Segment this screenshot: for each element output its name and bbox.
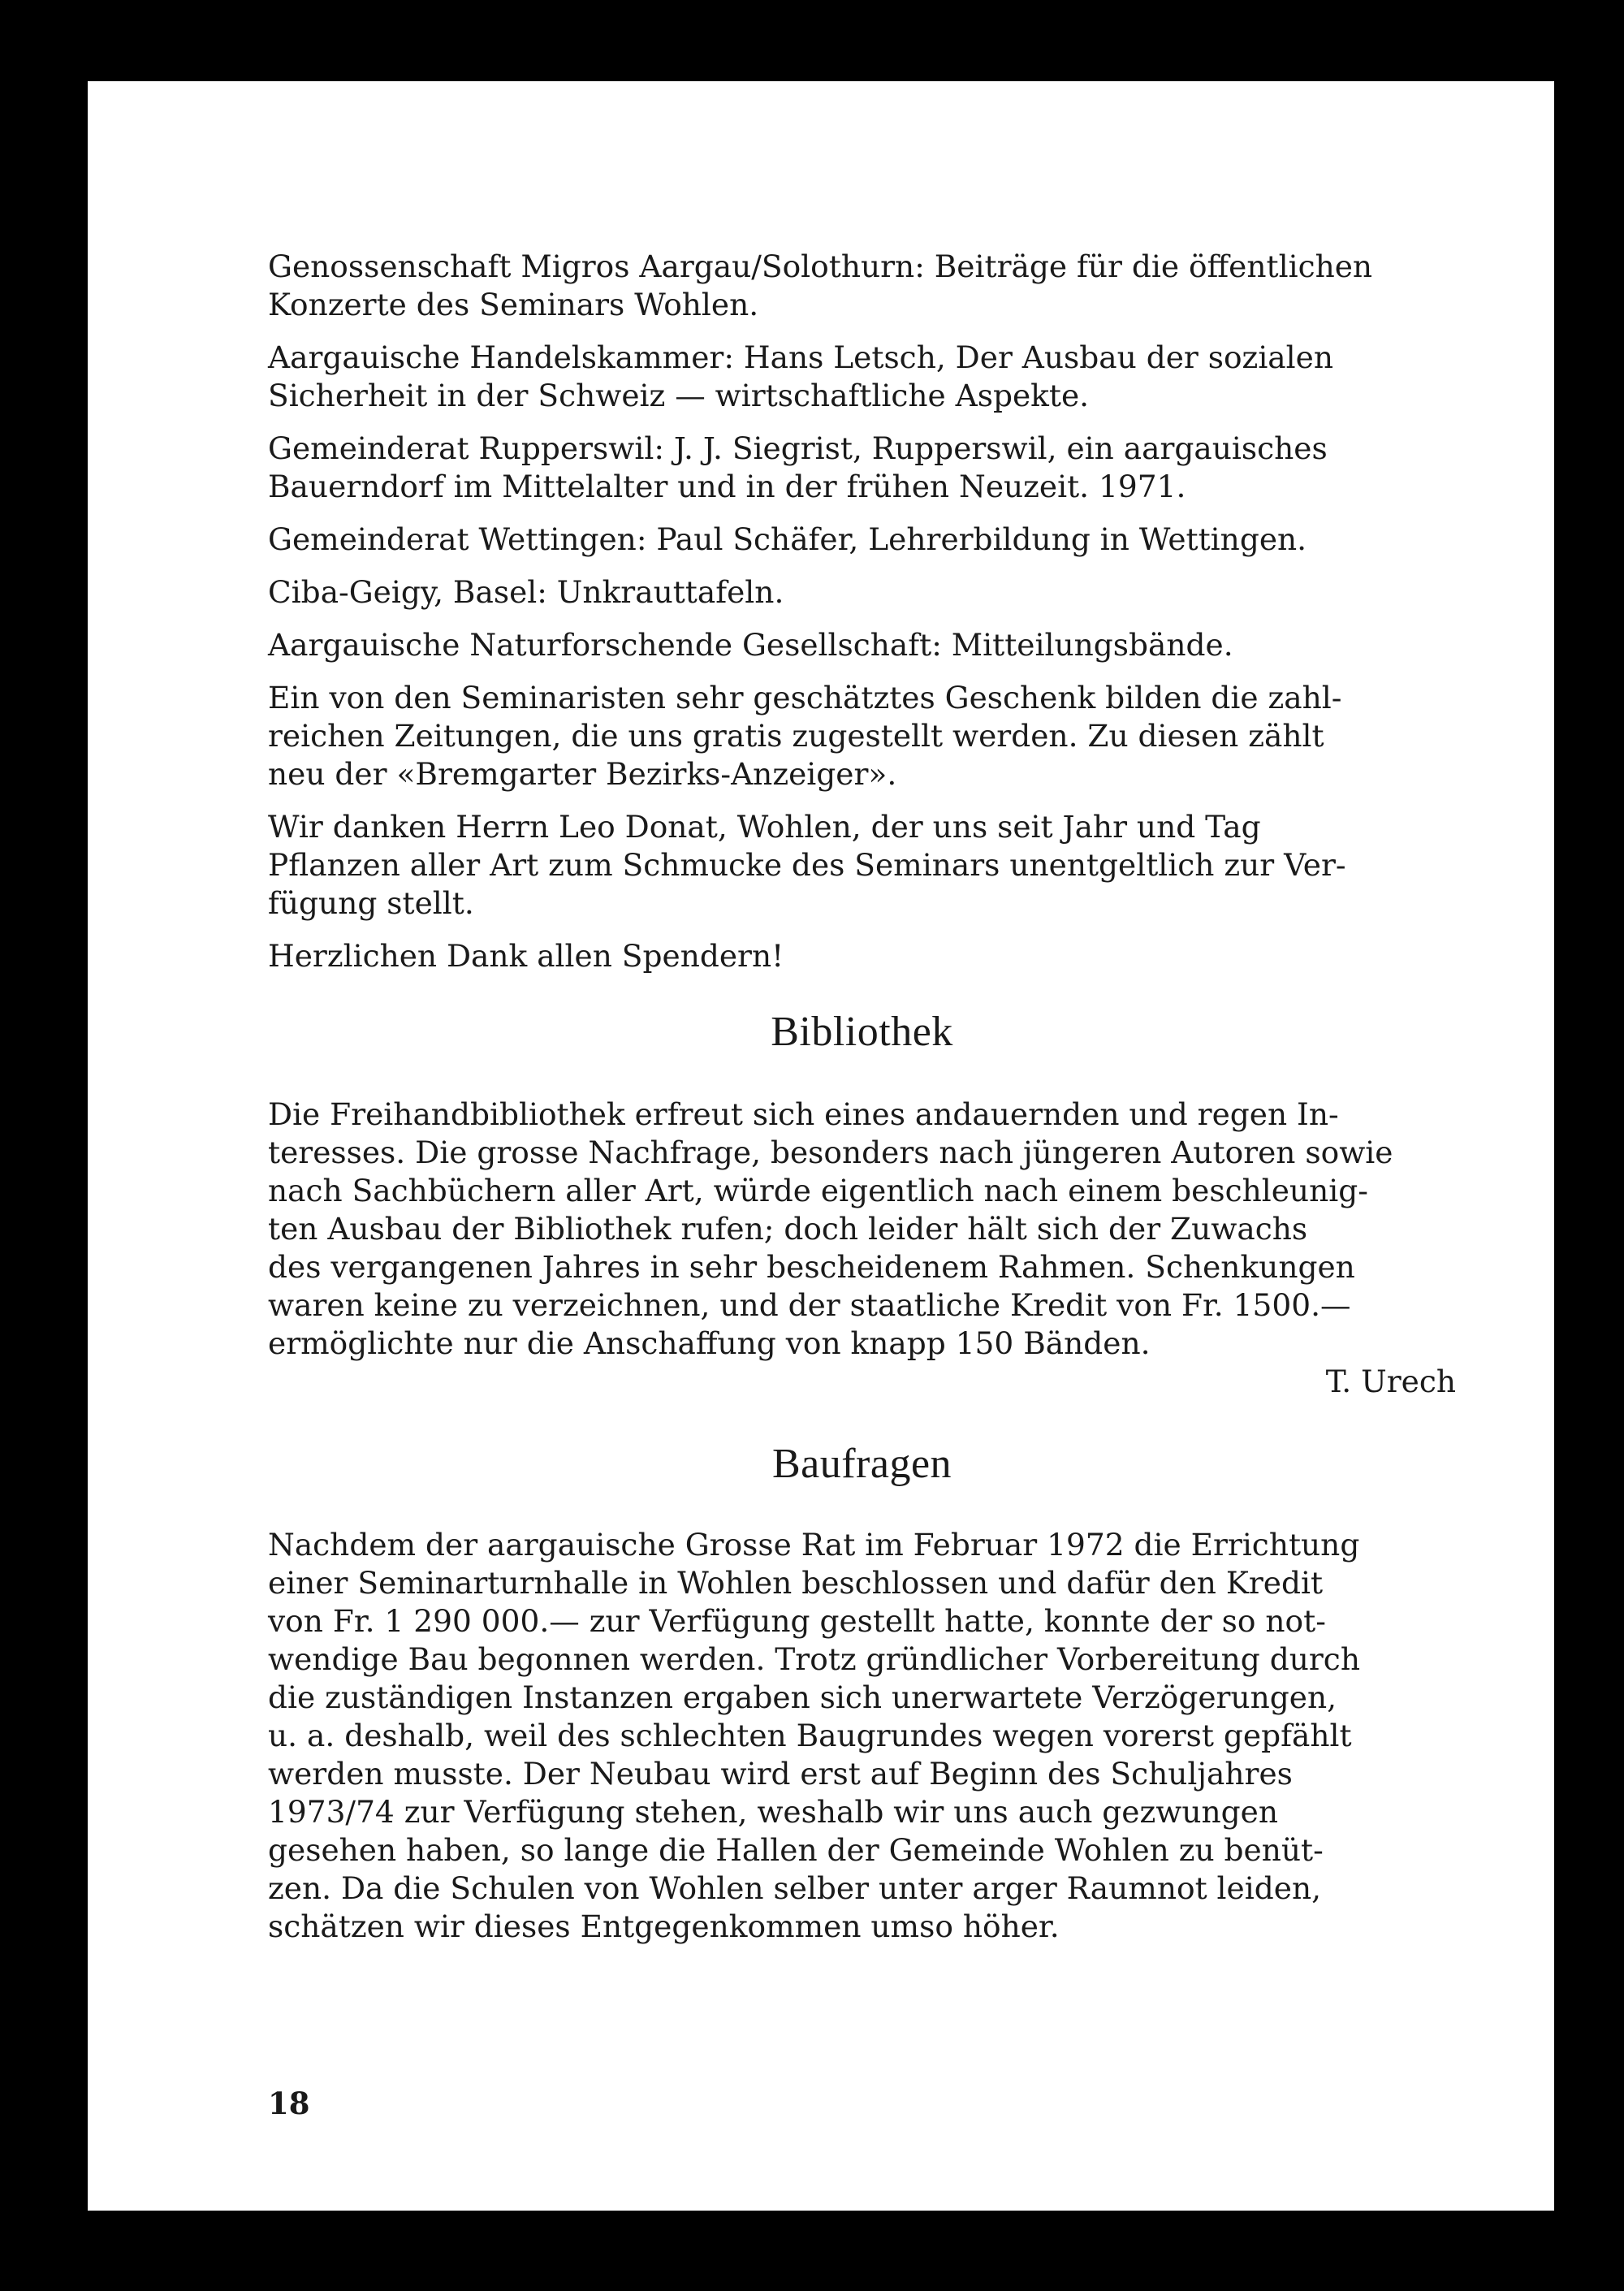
heading-baufragen: Baufragen — [771, 1441, 952, 1487]
newspapers-paragraph: Ein von den Seminaristen sehr geschätztes Geschenk bilden die zahl- reichen Zeitungen, die uns gratis zugestellt werden. Zu diesen zählt neu der «Bremgarter Bezirks-Anzeiger». — [268, 680, 1342, 792]
plants-paragraph: Wir danken Herrn Leo Donat, Wohlen, der uns seit Jahr und Tag Pflanzen aller Art zum Schmucke des Seminars unentgeltlich zur Ver- fügung stellt. — [268, 809, 1346, 921]
bibliothek-paragraph: Die Freihandbibliothek erfreut sich eines andauernden und regen In- teresses. Die grosse Nachfrage, besonders nach jüngeren Autoren sowie nach Sachbüchern aller Art, würde eigentlich nach einem beschleunig- ten Ausbau der Bibliothek rufen; doch leider hält sich der Zuwachs des vergangenen Jahres in sehr bescheidenem Rahmen. Schenkungen waren keine zu verzeichnen, und der staatliche Kredit von Fr. 1500.— ermöglichte nur die Anschaffung von knapp 150 Bänden. — [268, 1096, 1393, 1361]
page-number: 18 — [268, 2086, 310, 2121]
thanks-paragraph: Herzlichen Dank allen Spendern! — [268, 938, 784, 974]
heading-bibliothek: Bibliothek — [771, 1009, 953, 1055]
document-page — [88, 81, 1554, 2211]
baufragen-paragraph: Nachdem der aargauische Grosse Rat im Februar 1972 die Errichtung einer Seminarturnhalle in Wohlen beschlossen und dafür den Kredit von Fr. 1 290 000.— zur Verfügung gestellt hatte, konnte der so not- wendige Bau begonnen werden. Trotz gründlicher Vorbereitung durch die zuständigen Instanzen ergaben sich unerwartete Verzögerungen, u. a. deshalb, weil des schlechten Baugrundes wegen vorerst gepfählt werden musste. Der Neubau wird erst auf Beginn des Schuljahres 1973/74 zur Verfügung stehen, weshalb wir uns auch gezwungen gesehen haben, so lange die Hallen der Gemeinde Wohlen zu benüt- zen. Da die Schulen von Wohlen selber unter arger Raumnot leiden, schätzen wir dieses Entgegenkommen umso höher. — [268, 1527, 1360, 1944]
bibliothek-signature: T. Urech — [1325, 1364, 1456, 1399]
donor-migros: Genossenschaft Migros Aargau/Solothurn: Beiträge für die öffentlichen Konzerte des Seminars Wohlen. — [268, 249, 1373, 322]
donor-handelskammer: Aargauische Handelskammer: Hans Letsch, Der Ausbau der sozialen Sicherheit in der Schweiz — wirtschaftliche Aspekte. — [268, 339, 1334, 413]
donor-wettingen: Gemeinderat Wettingen: Paul Schäfer, Lehrerbildung in Wettingen. — [268, 521, 1307, 557]
donor-ciba-geigy: Ciba-Geigy, Basel: Unkrauttafeln. — [268, 574, 784, 610]
donor-naturforschende: Aargauische Naturforschende Gesellschaft: Mitteilungsbände. — [268, 627, 1233, 663]
page-content — [268, 248, 1456, 1960]
donor-rupperswil: Gemeinderat Rupperswil: J. J. Siegrist, Rupperswil, ein aargauisches Bauerndorf im Mittelalter und in der frühen Neuzeit. 1971. — [268, 430, 1328, 504]
